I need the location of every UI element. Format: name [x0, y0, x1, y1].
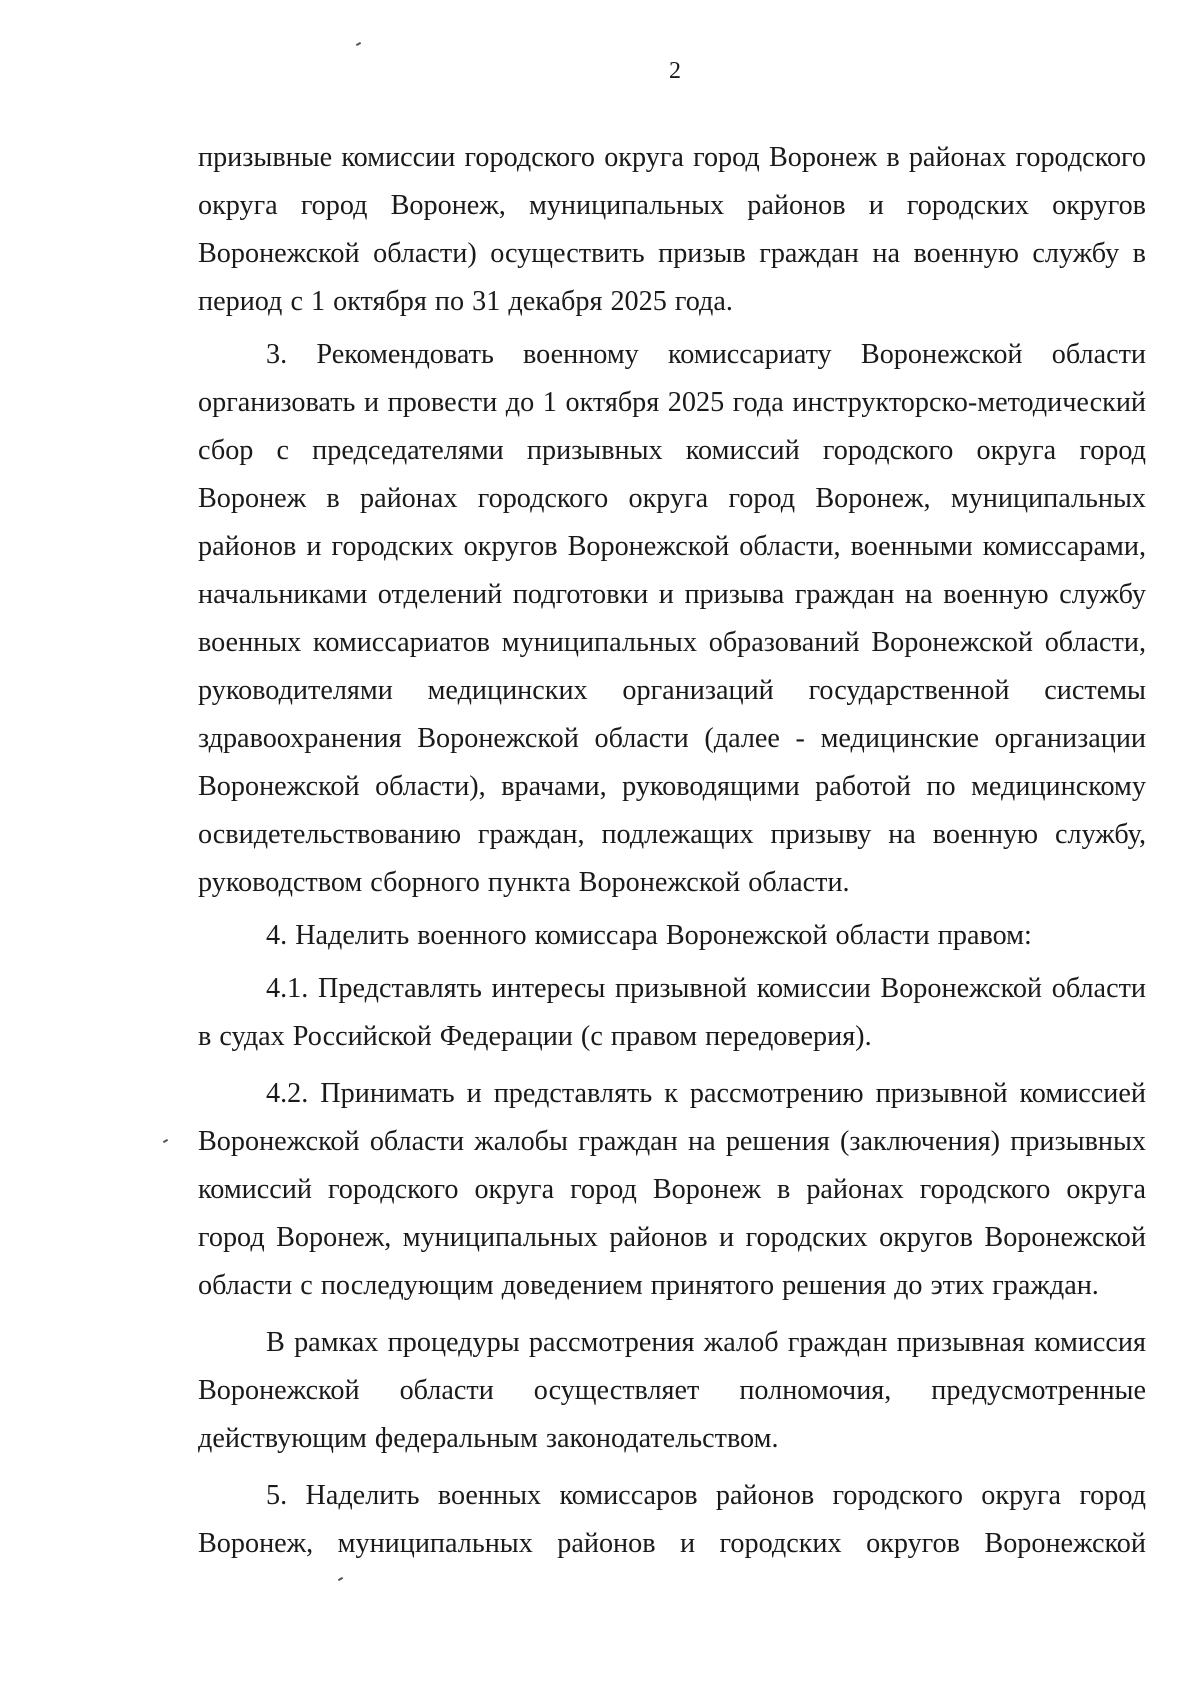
- paragraph-continuation: призывные комиссии городского округа город Воронеж в районах городского округа город Воронеж, муниципальных районов и городских округов Воронежской области) осуществить призыв граждан на военную службу в период с 1 октября по 31 декабря 2025 года.: [198, 142, 1146, 317]
- page-number: 2: [669, 58, 681, 84]
- scan-speck: [356, 42, 361, 46]
- scan-speck: [338, 1577, 343, 1581]
- paragraph-item-4-1: 4.1. Представлять интересы призывной комиссии Воронежской области в судах Российской Федерации (с правом передоверия).: [198, 973, 1146, 1052]
- paragraph-item-4-2: 4.2. Принимать и представлять к рассмотрению призывной комиссией Воронежской области жалобы граждан на решения (заключения) призывных комиссий городского округа город Воронеж в районах городского округа город Воронеж, муниципальных районов и городских округов Воронежской области с последующим доведением принятого решения до этих граждан.: [198, 1078, 1146, 1301]
- scan-speck: [163, 1139, 168, 1143]
- paragraph-complaint-procedure: В рамках процедуры рассмотрения жалоб граждан призывная комиссия Воронежской области осуществляет полномочия, предусмотренные действующим федеральным законодательством.: [198, 1327, 1146, 1454]
- paragraph-item-4: 4. Наделить военного комиссара Воронежской области правом:: [266, 920, 1032, 951]
- document-body: [198, 134, 1146, 1568]
- paragraph-item-5: 5. Наделить военных комиссаров районов городского округа город Воронеж, муниципальных районов и городских округов Воронежской: [198, 1480, 1146, 1559]
- paragraph-item-3: 3. Рекомендовать военному комиссариату Воронежской области организовать и провести до 1 октября 2025 года инструкторско-методический сбор с председателями призывных комиссий городского округа город Воронеж в районах городского округа город Воронеж, муниципальных районов и городских округов Воронежской области, военными комиссарами, начальниками отделений подготовки и призыва граждан на военную службу военных комиссариатов муниципальных образований Воронежской области, руководителями медицинских организаций государственной системы здравоохранения Воронежской области (далее - медицинские организации Воронежской области), врачами, руководящими работой по медицинскому освидетельствованию граждан, подлежащих призыву на военную службу, руководством сборного пункта Воронежской области.: [198, 339, 1146, 898]
